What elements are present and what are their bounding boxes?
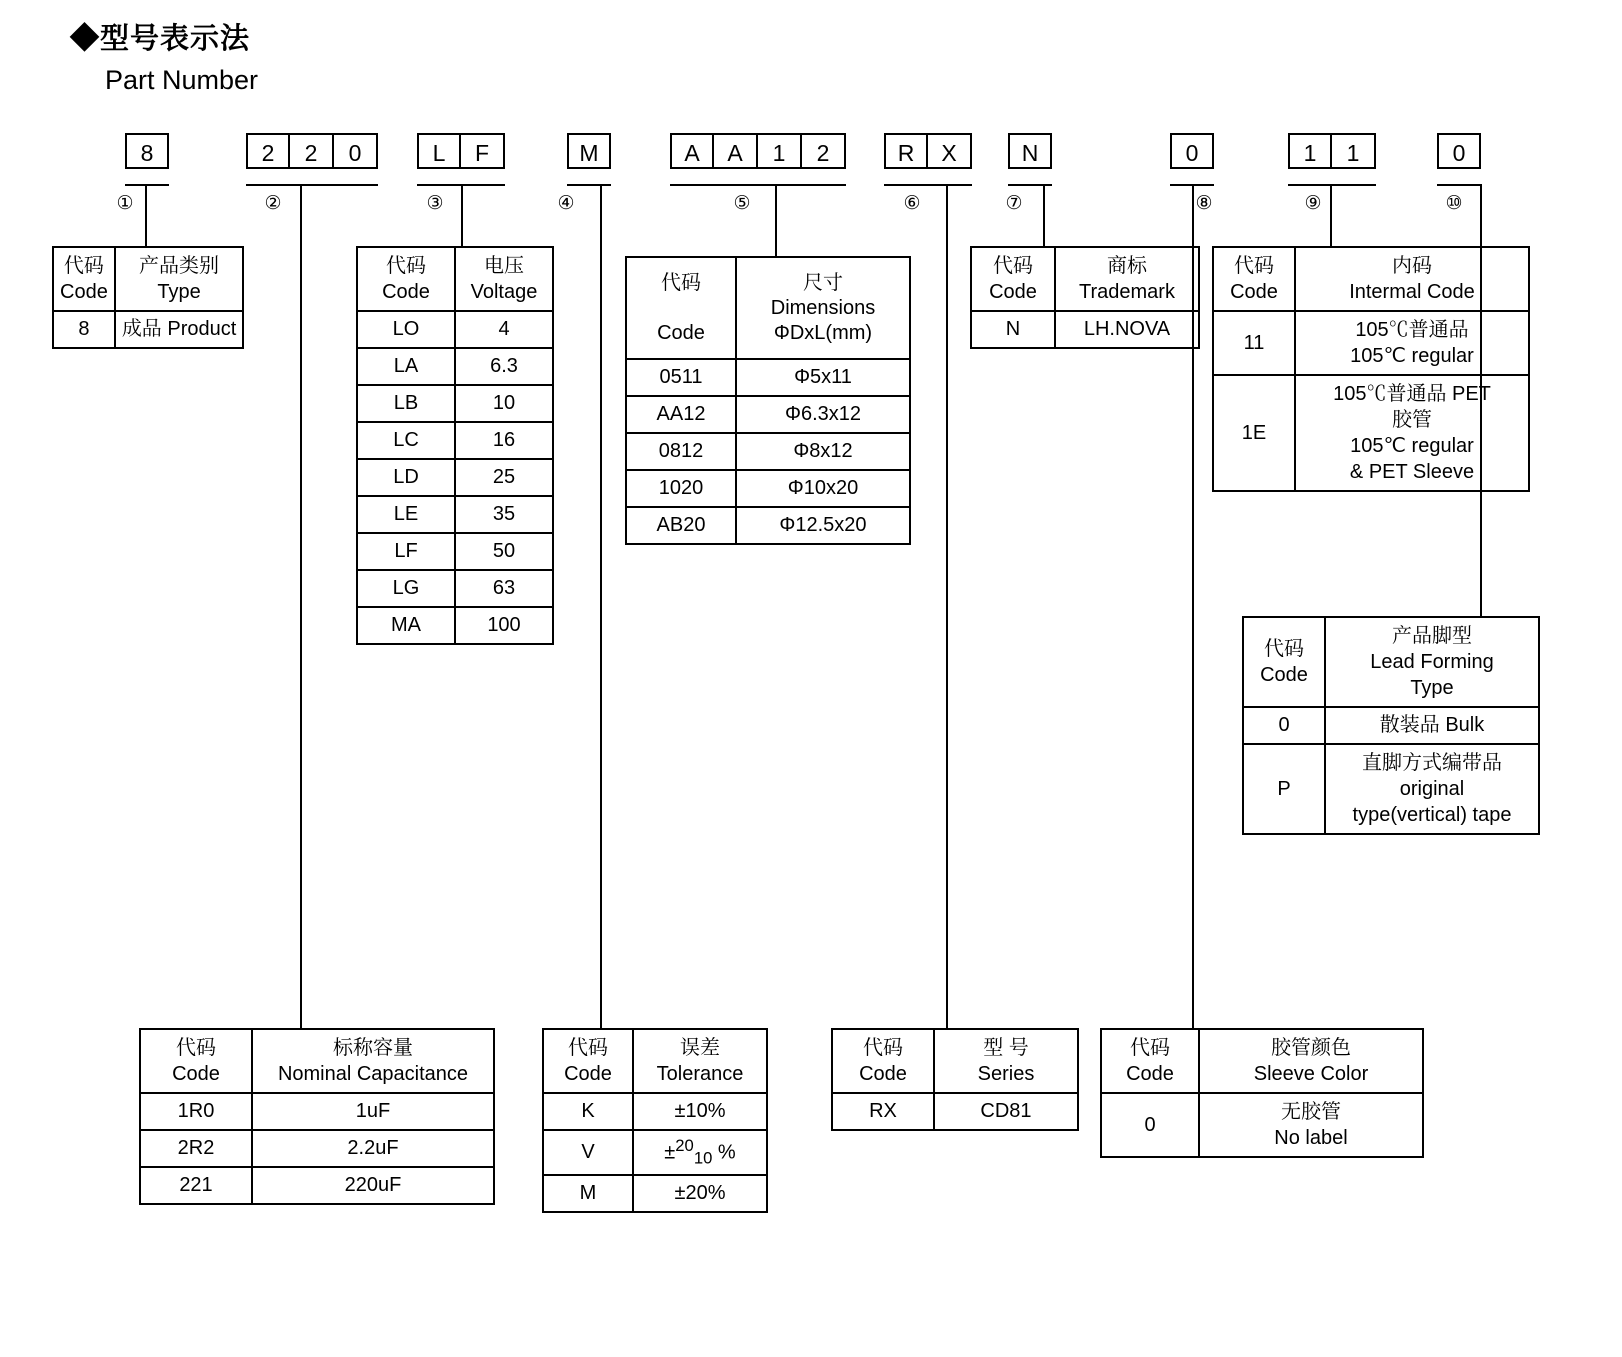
capacitance-value: 220uF bbox=[252, 1167, 494, 1204]
code-char: F bbox=[461, 133, 505, 169]
table-row bbox=[53, 247, 243, 311]
leader-line-1 bbox=[145, 184, 147, 246]
internal-header-value bbox=[1295, 247, 1529, 311]
code-char: X bbox=[928, 133, 972, 169]
internal-value-line1: 105℃普通品 PET bbox=[1333, 383, 1491, 405]
bracket-10 bbox=[1437, 184, 1481, 186]
bracket-7 bbox=[1008, 184, 1052, 186]
code-group-8 bbox=[1170, 133, 1214, 169]
index-marker-7: ⑦ bbox=[1005, 193, 1023, 214]
lead-code: 0 bbox=[1243, 707, 1325, 744]
table-row bbox=[626, 470, 910, 507]
type-header-value-en: Type bbox=[157, 281, 201, 303]
tolerance-header-value-zh: 误差 bbox=[680, 1037, 720, 1059]
internal-value-line4: & PET Sleeve bbox=[1349, 461, 1475, 483]
table-lead-forming bbox=[1242, 616, 1540, 835]
series-value: CD81 bbox=[934, 1093, 1078, 1130]
table-row bbox=[626, 359, 910, 396]
table-row bbox=[1101, 1029, 1423, 1093]
tolerance-code: M bbox=[543, 1175, 633, 1212]
table-row bbox=[357, 533, 553, 570]
sleeve-header-value-zh: 胶管颜色 bbox=[1271, 1037, 1351, 1059]
voltage-header-value-zh: 电压 bbox=[484, 255, 524, 277]
voltage-value: 25 bbox=[455, 459, 553, 496]
bracket-2 bbox=[246, 184, 378, 186]
table-row bbox=[832, 1029, 1078, 1093]
trademark-header-value bbox=[1055, 247, 1199, 311]
table-row bbox=[1243, 617, 1539, 707]
code-char: 0 bbox=[1170, 133, 1214, 169]
dimensions-header-code bbox=[626, 257, 736, 359]
table-row bbox=[357, 607, 553, 644]
tolerance-sup: 20 bbox=[675, 1136, 694, 1155]
page-title-zh: ◆型号表示法 bbox=[70, 23, 251, 55]
lead-code: P bbox=[1243, 744, 1325, 834]
voltage-value: 16 bbox=[455, 422, 553, 459]
sleeve-header-code bbox=[1101, 1029, 1199, 1093]
tolerance-value: ±20% bbox=[633, 1175, 767, 1212]
code-group-5 bbox=[670, 133, 846, 169]
table-row bbox=[357, 247, 553, 311]
code-group-4 bbox=[567, 133, 611, 169]
type-header-code-zh: 代码 bbox=[63, 255, 104, 277]
table-row bbox=[140, 1167, 494, 1204]
voltage-header-code-zh: 代码 bbox=[386, 255, 426, 277]
capacitance-code: 221 bbox=[140, 1167, 252, 1204]
type-header-code bbox=[53, 247, 115, 311]
lead-header-value-zh: 产品脚型 bbox=[1392, 625, 1472, 647]
trademark-value: LH.NOVA bbox=[1055, 311, 1199, 348]
code-char: N bbox=[1008, 133, 1052, 169]
code-char: A bbox=[714, 133, 758, 169]
lead-value-line1: 直脚方式编带品 bbox=[1362, 752, 1502, 774]
voltage-code: LD bbox=[357, 459, 455, 496]
page-title-en: Part Number bbox=[105, 65, 259, 95]
capacitance-header-value-zh: 标称容量 bbox=[333, 1037, 413, 1059]
capacitance-code: 1R0 bbox=[140, 1093, 252, 1130]
tolerance-value: ±10% bbox=[633, 1093, 767, 1130]
code-group-2 bbox=[246, 133, 378, 169]
type-value: 成品 Product bbox=[115, 311, 243, 348]
table-row bbox=[357, 385, 553, 422]
table-row bbox=[543, 1029, 767, 1093]
table-tolerance bbox=[542, 1028, 768, 1213]
sleeve-value bbox=[1199, 1093, 1423, 1157]
dimensions-value: Φ8x12 bbox=[736, 433, 910, 470]
dimensions-value: Φ12.5x20 bbox=[736, 507, 910, 544]
trademark-header-code-zh: 代码 bbox=[993, 255, 1033, 277]
voltage-code: MA bbox=[357, 607, 455, 644]
table-row bbox=[357, 422, 553, 459]
voltage-code: LF bbox=[357, 533, 455, 570]
leader-line-9 bbox=[1330, 184, 1332, 246]
index-marker-1: ① bbox=[116, 193, 134, 214]
internal-value-line1: 105℃普通品 bbox=[1355, 319, 1469, 341]
voltage-header-value bbox=[455, 247, 553, 311]
internal-header-code bbox=[1213, 247, 1295, 311]
lead-value: 散装品 Bulk bbox=[1325, 707, 1539, 744]
internal-code: 11 bbox=[1213, 311, 1295, 375]
table-dimensions bbox=[625, 256, 911, 545]
index-marker-8: ⑧ bbox=[1195, 193, 1213, 214]
trademark-code: N bbox=[971, 311, 1055, 348]
dimensions-header-value-en: Dimensions bbox=[770, 296, 876, 319]
code-char: 0 bbox=[334, 133, 378, 169]
sleeve-header-code-en: Code bbox=[1126, 1063, 1174, 1085]
code-char: 0 bbox=[1437, 133, 1481, 169]
leader-line-6 bbox=[946, 184, 948, 1028]
index-marker-5: ⑤ bbox=[733, 193, 751, 214]
series-header-value-zh: 型 号 bbox=[983, 1037, 1029, 1059]
code-char: 2 bbox=[802, 133, 846, 169]
table-row bbox=[1213, 247, 1529, 311]
series-header-value-en: Series bbox=[977, 1063, 1035, 1085]
dimensions-header-code-zh: 代码 bbox=[661, 271, 701, 294]
leader-line-2 bbox=[300, 184, 302, 1028]
internal-header-value-zh: 内码 bbox=[1392, 255, 1432, 277]
index-marker-2: ② bbox=[264, 193, 282, 214]
index-marker-6: ⑥ bbox=[903, 193, 921, 214]
series-header-code bbox=[832, 1029, 934, 1093]
voltage-value: 4 bbox=[455, 311, 553, 348]
capacitance-code: 2R2 bbox=[140, 1130, 252, 1167]
voltage-header-value-en: Voltage bbox=[470, 281, 538, 303]
code-char: 1 bbox=[758, 133, 802, 169]
voltage-value: 100 bbox=[455, 607, 553, 644]
lead-header-value-sub: Type bbox=[1410, 677, 1454, 699]
sleeve-code: 0 bbox=[1101, 1093, 1199, 1157]
trademark-header-code bbox=[971, 247, 1055, 311]
voltage-code: LB bbox=[357, 385, 455, 422]
code-char: 8 bbox=[125, 133, 169, 169]
internal-code: 1E bbox=[1213, 375, 1295, 491]
dimensions-value: Φ5x11 bbox=[736, 359, 910, 396]
table-row bbox=[357, 348, 553, 385]
code-char: R bbox=[884, 133, 928, 169]
lead-header-value-en: Lead Forming bbox=[1370, 651, 1494, 673]
table-sleeve-color bbox=[1100, 1028, 1424, 1158]
table-row bbox=[1213, 375, 1529, 491]
table-row bbox=[543, 1175, 767, 1212]
lead-header-code bbox=[1243, 617, 1325, 707]
table-row bbox=[357, 570, 553, 607]
index-marker-4: ④ bbox=[557, 193, 575, 214]
capacitance-value: 1uF bbox=[252, 1093, 494, 1130]
tolerance-header-code-en: Code bbox=[564, 1063, 612, 1085]
index-marker-10: ⑩ bbox=[1445, 193, 1463, 214]
internal-value bbox=[1295, 311, 1529, 375]
bracket-1 bbox=[125, 184, 169, 186]
code-group-9 bbox=[1288, 133, 1376, 169]
code-char: A bbox=[670, 133, 714, 169]
dimensions-code: AB20 bbox=[626, 507, 736, 544]
internal-value bbox=[1295, 375, 1529, 491]
table-row bbox=[357, 459, 553, 496]
type-header-code-en: Code bbox=[60, 281, 108, 303]
index-marker-9: ⑨ bbox=[1304, 193, 1322, 214]
lead-value-line3: type(vertical) tape bbox=[1352, 804, 1512, 826]
table-row bbox=[971, 247, 1199, 311]
lead-header-code-zh: 代码 bbox=[1264, 638, 1304, 660]
capacitance-header-code bbox=[140, 1029, 252, 1093]
table-internal-code bbox=[1212, 246, 1530, 492]
tolerance-header-code bbox=[543, 1029, 633, 1093]
voltage-header-code-en: Code bbox=[382, 281, 430, 303]
code-char: L bbox=[417, 133, 461, 169]
table-row bbox=[971, 311, 1199, 348]
capacitance-header-value bbox=[252, 1029, 494, 1093]
code-char: M bbox=[567, 133, 611, 169]
leader-line-7 bbox=[1043, 184, 1045, 246]
index-marker-3: ③ bbox=[426, 193, 444, 214]
internal-header-code-zh: 代码 bbox=[1234, 255, 1274, 277]
voltage-code: LE bbox=[357, 496, 455, 533]
table-row bbox=[543, 1130, 767, 1175]
voltage-code: LG bbox=[357, 570, 455, 607]
tolerance-header-code-zh: 代码 bbox=[568, 1037, 608, 1059]
table-series bbox=[831, 1028, 1079, 1131]
dimensions-header-value-zh: 尺寸 bbox=[803, 271, 843, 294]
lead-value bbox=[1325, 744, 1539, 834]
series-code: RX bbox=[832, 1093, 934, 1130]
table-row bbox=[626, 507, 910, 544]
internal-value-line2: 胶管 bbox=[1392, 409, 1432, 431]
type-header-value-zh: 产品类别 bbox=[139, 255, 220, 277]
dimensions-code: 0511 bbox=[626, 359, 736, 396]
internal-header-value-en: Intermal Code bbox=[1349, 281, 1475, 303]
table-row bbox=[1101, 1093, 1423, 1157]
table-row bbox=[543, 1093, 767, 1130]
code-group-3 bbox=[417, 133, 505, 169]
table-type bbox=[52, 246, 244, 349]
lead-value-line2: original bbox=[1399, 778, 1465, 800]
leader-line-3 bbox=[461, 184, 463, 246]
table-row bbox=[357, 311, 553, 348]
dimensions-code: 0812 bbox=[626, 433, 736, 470]
code-char: 2 bbox=[290, 133, 334, 169]
voltage-code: LO bbox=[357, 311, 455, 348]
dimensions-header-value bbox=[736, 257, 910, 359]
code-char: 1 bbox=[1288, 133, 1332, 169]
voltage-value: 10 bbox=[455, 385, 553, 422]
table-row bbox=[1243, 744, 1539, 834]
sleeve-value-line1: 无胶管 bbox=[1281, 1101, 1341, 1123]
sleeve-header-value bbox=[1199, 1029, 1423, 1093]
capacitance-header-value-en: Nominal Capacitance bbox=[277, 1063, 469, 1085]
voltage-value: 6.3 bbox=[455, 348, 553, 385]
table-row bbox=[140, 1130, 494, 1167]
table-row bbox=[1213, 311, 1529, 375]
sleeve-header-value-en: Sleeve Color bbox=[1253, 1063, 1369, 1085]
series-header-code-zh: 代码 bbox=[863, 1037, 903, 1059]
leader-line-4 bbox=[600, 184, 602, 1028]
trademark-header-value-en: Trademark bbox=[1079, 281, 1175, 303]
voltage-header-code bbox=[357, 247, 455, 311]
type-header-value bbox=[115, 247, 243, 311]
dimensions-code: AA12 bbox=[626, 396, 736, 433]
trademark-header-value-zh: 商标 bbox=[1107, 255, 1147, 277]
code-group-1 bbox=[125, 133, 169, 169]
code-group-7 bbox=[1008, 133, 1052, 169]
code-char: 2 bbox=[246, 133, 290, 169]
series-header-code-en: Code bbox=[859, 1063, 907, 1085]
table-row bbox=[626, 433, 910, 470]
table-capacitance bbox=[139, 1028, 495, 1205]
internal-value-line3: 105℃ regular bbox=[1350, 435, 1474, 457]
voltage-value: 63 bbox=[455, 570, 553, 607]
capacitance-header-code-zh: 代码 bbox=[176, 1037, 216, 1059]
voltage-code: LC bbox=[357, 422, 455, 459]
bracket-9 bbox=[1288, 184, 1376, 186]
capacitance-header-code-en: Code bbox=[172, 1063, 220, 1085]
code-group-6 bbox=[884, 133, 972, 169]
bracket-4 bbox=[567, 184, 611, 186]
tolerance-suffix: % bbox=[717, 1141, 736, 1164]
table-row bbox=[140, 1093, 494, 1130]
table-row bbox=[140, 1029, 494, 1093]
tolerance-code: K bbox=[543, 1093, 633, 1130]
tolerance-sub: 10 bbox=[693, 1148, 713, 1168]
tolerance-header-value-en: Tolerance bbox=[656, 1063, 744, 1085]
sleeve-value-line2: No label bbox=[1274, 1127, 1348, 1149]
trademark-header-code-en: Code bbox=[989, 281, 1037, 303]
table-row bbox=[626, 396, 910, 433]
tolerance-sign: ± bbox=[664, 1141, 676, 1164]
table-row bbox=[1243, 707, 1539, 744]
capacitance-value: 2.2uF bbox=[252, 1130, 494, 1167]
dimensions-value: Φ6.3x12 bbox=[736, 396, 910, 433]
table-voltage bbox=[356, 246, 554, 645]
internal-value-line2: 105℃ regular bbox=[1350, 345, 1474, 367]
series-header-value bbox=[934, 1029, 1078, 1093]
tolerance-code: V bbox=[543, 1130, 633, 1175]
dimensions-value: Φ10x20 bbox=[736, 470, 910, 507]
lead-header-code-en: Code bbox=[1260, 664, 1308, 686]
table-row bbox=[53, 311, 243, 348]
table-row bbox=[626, 257, 910, 359]
voltage-value: 35 bbox=[455, 496, 553, 533]
tolerance-header-value bbox=[633, 1029, 767, 1093]
type-code: 8 bbox=[53, 311, 115, 348]
bracket-5 bbox=[670, 184, 846, 186]
tolerance-value-ranged bbox=[633, 1130, 767, 1175]
voltage-code: LA bbox=[357, 348, 455, 385]
dimensions-header-value-sub: ΦDxL(mm) bbox=[773, 321, 873, 344]
table-row bbox=[832, 1093, 1078, 1130]
sleeve-header-code-zh: 代码 bbox=[1130, 1037, 1170, 1059]
table-trademark bbox=[970, 246, 1200, 349]
bracket-6 bbox=[884, 184, 972, 186]
code-group-10 bbox=[1437, 133, 1481, 169]
voltage-value: 50 bbox=[455, 533, 553, 570]
lead-header-value bbox=[1325, 617, 1539, 707]
code-char: 1 bbox=[1332, 133, 1376, 169]
dimensions-header-code-en: Code bbox=[657, 321, 705, 344]
internal-header-code-en: Code bbox=[1230, 281, 1278, 303]
table-row bbox=[357, 496, 553, 533]
leader-line-5 bbox=[775, 184, 777, 256]
dimensions-code: 1020 bbox=[626, 470, 736, 507]
